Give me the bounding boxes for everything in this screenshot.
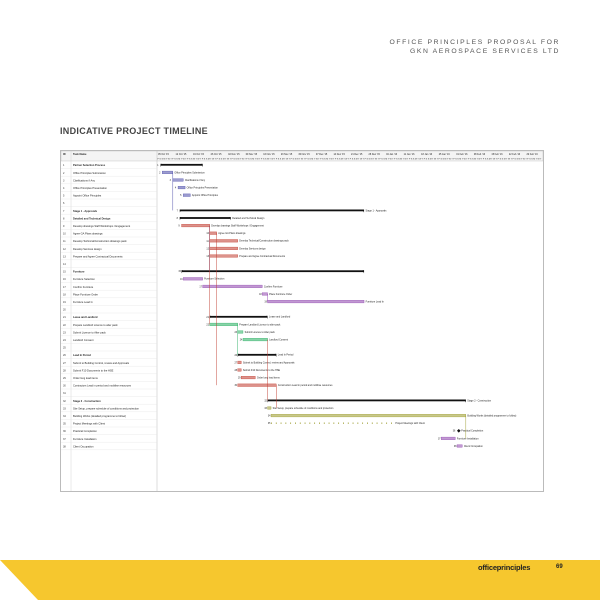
task-name: Stage 2 - Construction [73, 399, 101, 403]
bar-duration-label: 16 [180, 278, 183, 281]
task-id: 5 [63, 194, 65, 198]
task-name: Agree GA Plans drawings [73, 232, 103, 236]
gantt-week-label: 26 Oct '15 [210, 153, 222, 156]
task-id: 15 [63, 270, 66, 274]
task-id: 6 [63, 202, 65, 206]
bar-duration-label: 5 [180, 195, 182, 198]
bar-label: Office Principles Submission [174, 171, 205, 175]
task-name: Confirm Furniture [73, 285, 94, 289]
bar-label: Project Meetings with Client [395, 422, 425, 426]
brand-logo: officeprinciples [478, 563, 531, 572]
bar-duration-label: 13 [206, 256, 209, 258]
task-id: 28 [63, 369, 66, 373]
bar-duration-label: 28 [234, 370, 238, 372]
task-id: 21 [63, 316, 66, 320]
task-bar [182, 224, 210, 227]
bar-label: Place Furniture Order [269, 292, 293, 296]
bar-duration-label: 32 [264, 400, 267, 403]
task-id: 9 [63, 224, 65, 228]
bar-label: Office Principles Presentation [186, 186, 219, 190]
bar-duration-label: 12 [206, 248, 209, 251]
task-id: 10 [63, 232, 66, 236]
bar-duration-label: 15 [178, 271, 181, 274]
task-bar [238, 369, 242, 372]
bar-label: Furniture Installation [456, 437, 479, 441]
bar-label: Furniture Selection [204, 277, 225, 281]
task-name: Landlord Consent [73, 338, 94, 342]
bar-duration-label: 11 [206, 240, 209, 243]
bar-duration-label: 24 [239, 339, 243, 342]
gantt-week-label: 05 Oct '15 [158, 153, 169, 156]
task-bar [210, 247, 238, 250]
task-id: 25 [63, 346, 66, 350]
bar-duration-label: 18 [259, 294, 262, 296]
gantt-week-label: 09 Nov '15 [245, 153, 258, 156]
task-name: Lead In Period [73, 354, 91, 358]
task-id: 26 [63, 354, 66, 358]
bar-label: Landlord Consent [269, 338, 289, 342]
header-line-1: OFFICE PRINCIPLES PROPOSAL FOR [389, 39, 560, 46]
task-name: Client Occupation [73, 445, 94, 449]
task-name: Furniture Lead In [73, 300, 93, 304]
bar-label: Develop Services design [239, 247, 266, 251]
page-number: 69 [556, 564, 563, 570]
bar-label: Detailed and Technical Design [232, 216, 265, 220]
gantt-day-letters: F S S M T W T F S S M T W T F S S M T W T F S S M T W T F S S M T W T F S S M T W T F S S M T W T F S S M T W T F S S M T W T F S S M T W T F S S M T W T F S S M T W T F S S M T W T F S S M T W T F S S M T W T F S S M T W T F S S M T W T F S S M T W T F S S M T W T F S S M T W T F S S M T W T F S S M T W T F S S M T W T F S S M T W T F S S M T W T F S S M T W T [157, 158, 543, 161]
summary-bar [180, 210, 364, 212]
task-bar [210, 255, 238, 258]
task-bar [238, 331, 243, 334]
task-name: Prepare Landlord Licence to alter pack [73, 323, 118, 327]
bar-duration-label: 35 [267, 423, 271, 426]
bar-duration-label: 1 [157, 164, 159, 167]
task-id: 1 [63, 164, 65, 168]
task-id: 14 [63, 262, 66, 266]
task-bar [271, 414, 466, 417]
task-name: Order long lead items [73, 376, 98, 380]
task-bar [241, 376, 255, 379]
bar-label: Building Works (detailed programme to follow) [467, 414, 517, 418]
task-id: 32 [63, 399, 66, 403]
gantt-week-label: 12 Oct '15 [175, 153, 187, 156]
task-name: Develop Technical/Construction drawings pack [73, 240, 127, 244]
gantt-svg [61, 151, 543, 491]
task-id: 7 [63, 209, 65, 213]
bar-duration-label: 19 [264, 301, 267, 304]
header-line-2: GKN AEROSPACE SERVICES LTD [409, 48, 560, 55]
task-id: 35 [63, 422, 66, 426]
task-bar [162, 171, 173, 174]
task-id: 3 [63, 179, 65, 183]
task-id: 34 [63, 414, 66, 418]
gantt-week-label: 07 Dec '15 [315, 153, 328, 156]
bar-label: Prepare and Agree Contractual Documents [239, 254, 286, 258]
gantt-id-header: ID [63, 153, 66, 156]
bar-label: Client Occupation [463, 444, 483, 448]
task-id: 33 [63, 407, 66, 411]
task-id: 18 [63, 293, 66, 297]
task-bar [268, 300, 365, 303]
task-bar [210, 323, 238, 326]
task-name: Clarifications if Any [73, 179, 95, 183]
task-id: 13 [63, 255, 66, 259]
bar-label: Develop Technical/Construction drawings pack [239, 239, 289, 243]
task-name: Furniture [73, 270, 85, 274]
bar-label: Appoint Office Principles [191, 194, 218, 198]
bar-duration-label: 7 [176, 210, 178, 213]
bar-duration-label: 37 [438, 438, 441, 441]
task-id: 23 [63, 331, 66, 335]
gantt-week-label: 30 Nov '15 [298, 153, 310, 156]
gantt-week-label: 01 Feb '16 [456, 153, 468, 156]
bar-duration-label: 17 [199, 286, 202, 289]
bar-label: Construction Lead in period and mobilise resources [277, 384, 333, 388]
gantt-chart [60, 150, 544, 492]
task-id: 19 [63, 300, 66, 304]
milestone-diamond [457, 429, 461, 433]
task-id: 12 [63, 247, 66, 251]
task-name: Develop Services design [73, 247, 102, 251]
bar-duration-label: 23 [234, 332, 238, 334]
bar-duration-label: 27 [234, 362, 238, 365]
gantt-week-label: 04 Jan '16 [386, 153, 398, 156]
bar-label: Confirm Furniture [263, 285, 283, 289]
gantt-week-label: 16 Nov '15 [263, 153, 275, 156]
bar-label: Order long lead items [256, 376, 280, 380]
bar-duration-label: 33 [264, 408, 267, 410]
task-id: 37 [63, 437, 66, 441]
summary-bar [238, 354, 277, 356]
bar-duration-label: 21 [206, 316, 209, 319]
task-name: Submit Licence to Alter pack [73, 331, 106, 335]
task-id: 17 [63, 285, 66, 289]
task-name: Office Principles Presentation [73, 186, 107, 190]
task-name: Place Furniture Order [73, 293, 98, 297]
task-bar [262, 293, 267, 296]
bar-duration-label: 38 [453, 446, 457, 448]
task-name: Contractors Lead in period and mobilise resources [73, 384, 131, 388]
task-bar [457, 445, 462, 448]
task-bar [238, 361, 242, 364]
task-name: Office Principles Submission [73, 171, 106, 175]
task-name: Appoint Office Principles [73, 194, 102, 198]
section-title: INDICATIVE PROJECT TIMELINE [60, 126, 208, 136]
bar-duration-label: 10 [206, 233, 209, 236]
task-id: 24 [63, 338, 66, 342]
task-name: Submit to Building Control, review and Approvals [73, 361, 130, 365]
task-id: 11 [63, 240, 66, 244]
gantt-week-label: 02 Nov '15 [228, 153, 240, 156]
task-name: Prepare and Agree Contractual Documents [73, 255, 123, 259]
gantt-week-label: 28 Dec '15 [368, 153, 380, 156]
task-name: Building Works (detailed programme to follow) [73, 414, 127, 418]
task-name: Detailed and Technical Design [73, 217, 111, 221]
task-id: 16 [63, 278, 66, 282]
bar-label: Stage 1 - Approvals [365, 209, 387, 213]
task-id: 22 [63, 323, 66, 327]
task-name: Site Setup, prepare schedule of conditions and protection [73, 407, 139, 411]
bar-duration-label: 4 [174, 187, 177, 190]
bar-duration-label: 3 [169, 180, 171, 182]
task-id: 2 [63, 171, 65, 175]
task-id: 20 [63, 308, 66, 312]
bar-label: Lease and Landlord [269, 315, 291, 319]
task-bar [203, 285, 263, 288]
gantt-week-label: 29 Feb '16 [526, 153, 538, 156]
gantt-week-label: 11 Jan '16 [403, 153, 415, 156]
bar-label: Site Setup, prepare schedule of conditions and protection [272, 406, 334, 410]
task-name: Develop drawings Staff Workshops / Engagement [73, 224, 131, 228]
summary-bar [161, 164, 203, 166]
task-name: Furniture Installation [73, 437, 97, 441]
task-id: 36 [63, 430, 66, 434]
bar-duration-label: 26 [234, 354, 238, 357]
task-bar [210, 232, 217, 235]
bar-label: Clarifications if Any [184, 178, 206, 182]
task-name: Project Meetings with Client [73, 422, 106, 426]
task-name: Lease and Landlord [73, 316, 98, 320]
summary-bar [180, 217, 231, 219]
task-bar [183, 194, 190, 197]
bar-duration-label: 8 [176, 218, 178, 220]
bar-duration-label: 2 [159, 172, 161, 175]
task-bar [441, 437, 455, 440]
task-name: Submit F10 Documents to the HSE [73, 369, 114, 373]
task-id: 30 [63, 384, 66, 388]
task-id: 8 [63, 217, 65, 221]
task-name: Furniture Selection [73, 278, 95, 282]
task-bar [243, 338, 268, 341]
bar-label: Furniture Lead In [365, 300, 384, 304]
task-id: 27 [63, 361, 66, 365]
bar-label: Develop drawings Staff Workshops / Engagement [211, 224, 264, 228]
document-header [390, 38, 561, 56]
summary-bar [268, 400, 466, 402]
bar-duration-label: 9 [178, 225, 180, 228]
bar-label: Agree GA Plans drawings [218, 232, 246, 236]
summary-bar [210, 316, 268, 318]
task-bar [268, 407, 272, 410]
task-id: 4 [63, 186, 65, 190]
task-id: 31 [63, 392, 66, 396]
gantt-week-label: 15 Feb '16 [491, 153, 503, 156]
gantt-week-label: 08 Feb '16 [473, 153, 486, 156]
gantt-week-label: 25 Jan '16 [438, 153, 450, 156]
gantt-week-label: 23 Nov '15 [280, 153, 293, 156]
task-name: Partner Selection Process [73, 164, 106, 168]
bar-duration-label: 29 [238, 377, 241, 380]
gantt-week-label: 19 Oct '15 [193, 153, 204, 156]
bar-label: Practical Completion [461, 429, 484, 433]
summary-bar [182, 270, 364, 272]
task-bar [210, 240, 238, 243]
bar-label: Submit Licence to Alter pack [244, 330, 275, 334]
task-bar [183, 278, 202, 281]
bar-duration-label: 34 [267, 415, 271, 418]
bar-label: Submit to Building Control, review and Approvals [242, 361, 295, 365]
gantt-week-label: 18 Jan '16 [421, 153, 433, 156]
task-bar [173, 179, 184, 182]
task-name: Stage 1 - Approvals [73, 209, 98, 213]
bar-label: Prepare Landlord Licence to alter pack [239, 323, 281, 327]
bar-duration-label: 36 [452, 430, 456, 433]
gantt-week-label: 21 Dec '15 [351, 153, 363, 156]
task-bar [178, 186, 185, 189]
task-name: Practical Completion [73, 430, 97, 434]
task-id: 38 [63, 445, 66, 449]
gantt-week-label: 14 Dec '15 [333, 153, 345, 156]
bar-duration-label: 22 [206, 324, 209, 327]
task-bar [238, 384, 277, 387]
bar-label: Stage 2 - Construction [467, 399, 492, 403]
task-id: 29 [63, 376, 66, 380]
bar-label: Lead In Period [277, 353, 294, 357]
gantt-week-label: 22 Feb '16 [508, 153, 521, 156]
bar-duration-label: 30 [234, 385, 238, 388]
gantt-task-header: Task Name [73, 153, 87, 156]
bar-label: Submit F10 Documents to the HSE [242, 368, 281, 372]
